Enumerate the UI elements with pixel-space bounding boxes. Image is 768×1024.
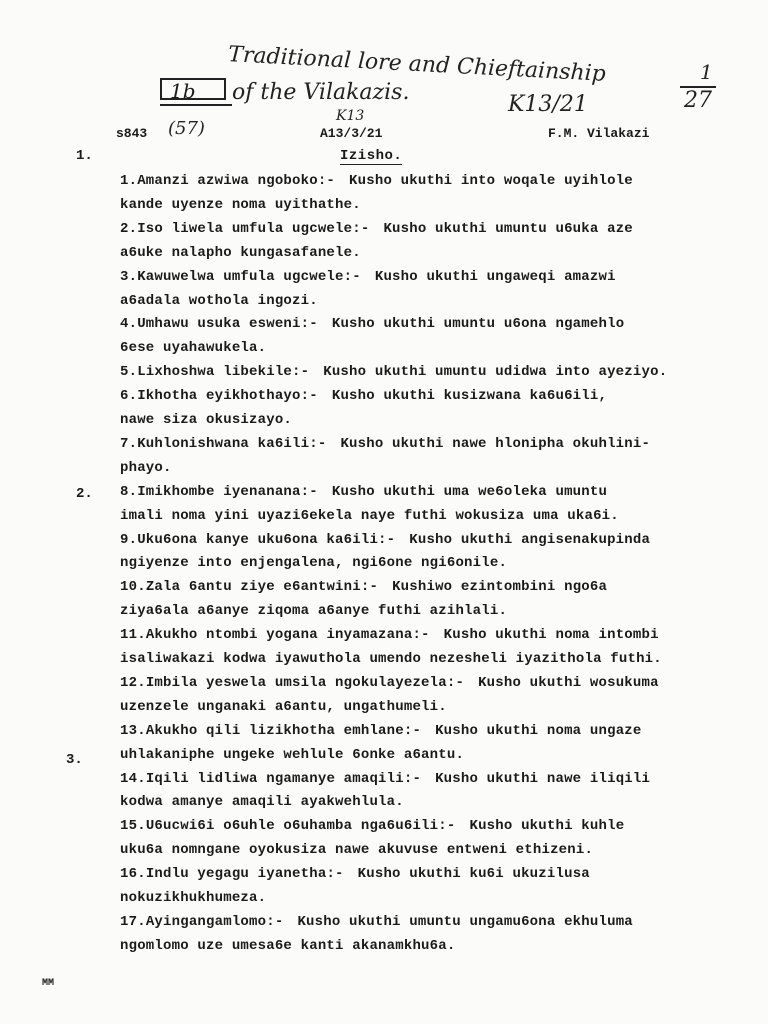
proverb-line — [120, 221, 633, 237]
proverb-term: Kuhlonishwana ka6ili:- — [137, 435, 327, 452]
proverb-continuation-line — [120, 747, 464, 763]
proverb-number: 17. — [120, 913, 146, 930]
proverb-explanation: Kusho ukuthi umuntu udidwa into ayeziyo. — [323, 364, 668, 381]
proverb-term: Akukho qili lizikhotha emhlane:- — [145, 722, 422, 739]
proverb-number: 3. — [120, 268, 138, 285]
author: F.M. Vilakazi — [548, 126, 650, 141]
center-code-super: K13 — [336, 108, 365, 124]
proverb-number: 14. — [120, 770, 146, 787]
proverb-term: Iso liwela umfula ugcwele:- — [137, 220, 370, 237]
proverb-number: 11. — [120, 627, 146, 644]
proverb-continuation-line — [120, 890, 266, 906]
proverb-continuation-line — [120, 460, 172, 476]
proverb-line — [120, 771, 650, 787]
handwritten-title-line2: of the Vilakazis. — [232, 80, 410, 105]
proverb-line — [120, 914, 633, 930]
center-code: A13/3/21 — [320, 126, 383, 141]
proverb-continuation-line — [120, 508, 619, 524]
side-number-1: 1. — [76, 148, 93, 164]
proverb-term: Imikhombe iyenanana:- — [137, 483, 318, 500]
proverb-explanation: a6adala wothola ingozi. — [120, 292, 318, 309]
footer-mark: MM — [42, 978, 55, 989]
proverb-explanation: phayo. — [120, 459, 172, 476]
proverb-explanation: kande uyenze noma uyithathe. — [120, 196, 361, 213]
proverb-explanation: Kusho ukuthi kuhle — [469, 818, 625, 835]
proverb-number: 9. — [120, 531, 138, 548]
proverb-continuation-line — [120, 197, 361, 213]
proverb-line — [120, 388, 607, 404]
proverb-explanation: Kusho ukuthi nawe hlonipha okuhlini- — [340, 435, 651, 452]
proverb-number: 12. — [120, 674, 146, 691]
proverb-line — [120, 866, 590, 882]
proverb-term: Akukho ntombi yogana inyamazana:- — [145, 627, 430, 644]
proverb-explanation: imali noma yini uyazi6ekela naye futhi wokusiza uma uka6i. — [120, 507, 619, 524]
proverb-term: Imbila yeswela umsila ngokulayezela:- — [145, 674, 465, 691]
proverb-continuation-line — [120, 340, 266, 356]
proverb-number: 2. — [120, 220, 138, 237]
proverb-continuation-line — [120, 699, 447, 715]
proverb-continuation-line — [120, 651, 662, 667]
proverb-term: Zala 6antu ziye e6antwini:- — [145, 579, 379, 596]
proverb-term: Iqili lidliwa ngamanye amaqili:- — [145, 770, 422, 787]
proverb-line — [120, 269, 616, 285]
proverb-explanation: Kusho ukuthi umuntu u6uka aze — [383, 220, 633, 237]
proverb-term: Umhawu usuka esweni:- — [137, 316, 318, 333]
proverb-line — [120, 364, 667, 380]
proverb-term: Lixhoshwa libekile:- — [137, 364, 310, 381]
proverb-line — [120, 173, 633, 189]
proverb-number: 10. — [120, 579, 146, 596]
proverb-explanation: a6uke nalapho kungasafanele. — [120, 244, 361, 261]
proverb-number: 8. — [120, 483, 138, 500]
proverb-line — [120, 316, 624, 332]
side-number-3: 3. — [66, 752, 83, 768]
proverb-term: Amanzi azwiwa ngoboko:- — [137, 173, 336, 189]
handwritten-page-number-bottom: 27 — [684, 88, 712, 113]
proverb-explanation: uhlakaniphe ungeke wehlule 6onke a6antu. — [120, 746, 465, 763]
proverb-continuation-line — [120, 245, 361, 261]
proverb-explanation: Kusho ukuthi uma we6oleka umuntu — [331, 483, 608, 500]
proverb-number: 16. — [120, 866, 146, 883]
proverb-explanation: uzenzele unganaki a6antu, ungathumeli. — [120, 698, 447, 715]
proverb-explanation: Kusho ukuthi wosukuma — [478, 674, 659, 691]
proverb-explanation: Kusho ukuthi ungaweqi amazwi — [374, 268, 616, 285]
proverb-explanation: Kusho ukuthi noma ungaze — [435, 722, 642, 739]
proverb-explanation: nokuzikhukhumeza. — [120, 890, 267, 906]
proverb-line — [120, 627, 659, 643]
proverb-number: 6. — [120, 388, 138, 405]
handwritten-ref-number: K13/21 — [508, 92, 588, 117]
proverb-line — [120, 579, 607, 595]
handwritten-s-ref: (57) — [168, 118, 205, 139]
proverb-explanation: ngiyenze into enjengalena, ngi6one ngi6onile. — [120, 555, 508, 572]
proverb-explanation: Kusho ukuthi into woqale uyihlole — [349, 173, 633, 189]
proverb-line — [120, 532, 650, 548]
side-number-2: 2. — [76, 486, 93, 502]
handwritten-title-line1: Traditional lore and Chieftainship — [227, 42, 607, 87]
proverb-continuation-line — [120, 938, 455, 954]
proverb-term: Indlu yegagu iyanetha:- — [145, 866, 344, 883]
proverb-continuation-line — [120, 794, 404, 810]
proverb-term: U6ucwi6i o6uhle o6uhamba nga6u6ili:- — [145, 818, 456, 835]
proverb-explanation: Kusho ukuthi nawe iliqili — [435, 770, 651, 787]
proverb-explanation: Kushiwo ezintombini ngo6a — [392, 579, 608, 596]
proverb-explanation: Kusho ukuthi umuntu ungamu6ona ekhuluma — [297, 913, 633, 930]
page-title: Izisho. — [340, 148, 403, 164]
proverb-continuation-line — [120, 555, 507, 571]
proverb-explanation: uku6a nomngane oyokusiza nawe akuvuse entweni ethizeni. — [120, 842, 594, 859]
proverb-explanation: isaliwakazi kodwa iyawuthola umendo nezesheli iyazithola futhi. — [120, 651, 662, 667]
left-code: s843 — [116, 126, 148, 141]
handwritten-page-number-top: 1 — [700, 60, 713, 84]
proverb-number: 1. — [120, 173, 138, 189]
proverb-line — [120, 436, 650, 452]
proverb-number: 13. — [120, 722, 146, 739]
proverb-number: 7. — [120, 435, 138, 452]
proverb-continuation-line — [120, 293, 318, 309]
proverb-continuation-line — [120, 412, 292, 428]
proverb-explanation: nawe siza okusizayo. — [120, 412, 293, 428]
proverb-term: Uku6ona kanye uku6ona ka6ili:- — [137, 531, 396, 548]
proverb-explanation: 6ese uyahawukela. — [120, 340, 267, 357]
proverb-number: 4. — [120, 316, 138, 333]
proverb-explanation: kodwa amanye amaqili ayakwehlula. — [120, 794, 404, 811]
proverb-line — [120, 484, 607, 500]
proverb-line — [120, 723, 642, 739]
proverb-explanation: ngomlomo uze umesa6e kanti akanamkhu6a. — [120, 937, 456, 954]
proverb-explanation: Kusho ukuthi angisenakupinda — [409, 531, 651, 548]
proverb-explanation: Kusho ukuthi kusizwana ka6u6ili, — [331, 388, 608, 405]
proverb-term: Kawuwelwa umfula ugcwele:- — [137, 268, 361, 285]
proverb-number: 15. — [120, 818, 146, 835]
proverb-explanation: ziya6ala a6anye ziqoma a6anye futhi azihlali. — [120, 603, 508, 620]
proverb-term: Ikhotha eyikhothayo:- — [137, 388, 318, 405]
proverb-explanation: Kusho ukuthi noma intombi — [443, 627, 659, 644]
proverb-line — [120, 675, 659, 691]
proverb-explanation: Kusho ukuthi umuntu u6ona ngamehlo — [331, 316, 625, 333]
proverb-continuation-line — [120, 842, 593, 858]
proverb-explanation: Kusho ukuthi ku6i ukuzilusa — [357, 866, 590, 883]
proverb-continuation-line — [120, 603, 507, 619]
proverb-number: 5. — [120, 364, 138, 381]
handwritten-box-label: 1b — [160, 78, 226, 100]
proverb-term: Ayingangamlomo:- — [145, 913, 284, 930]
proverb-line — [120, 818, 624, 834]
underline-rule — [160, 104, 232, 106]
